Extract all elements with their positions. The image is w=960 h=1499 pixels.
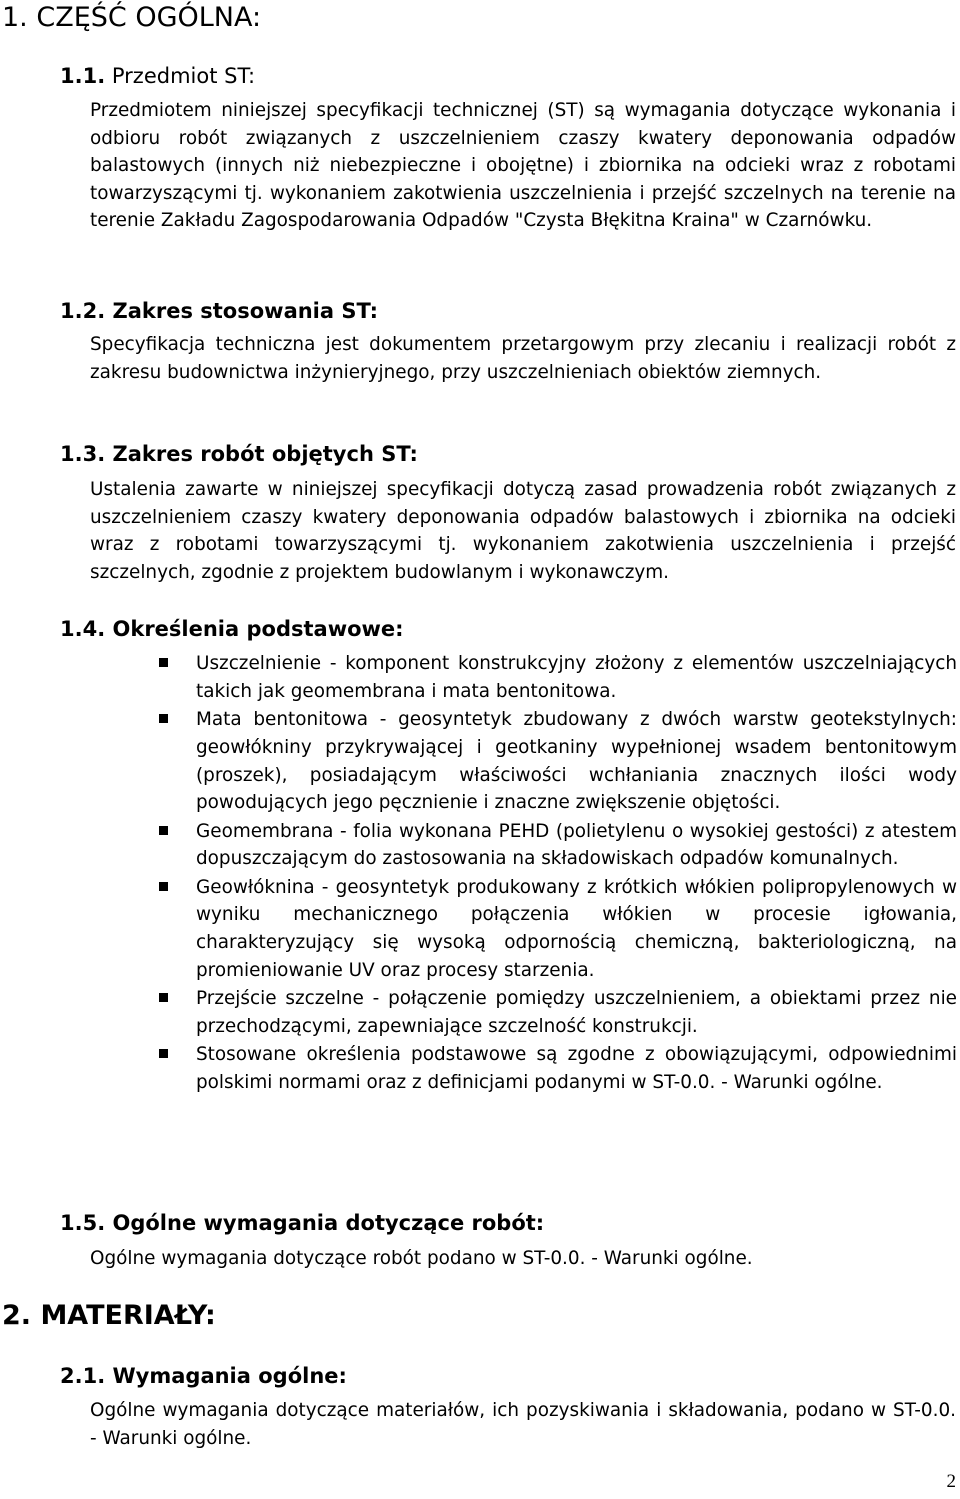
- subsection-heading-ogolne-wymagania: [60, 1209, 544, 1237]
- subsection-heading-wymagania-ogolne: [60, 1362, 347, 1390]
- subsection-heading-okreslenia: [60, 615, 404, 643]
- definition-item: [155, 1041, 957, 1097]
- square-bullet-icon: [159, 993, 168, 1002]
- subsection-number: 1.5.: [60, 1211, 106, 1235]
- page-number: 2: [946, 1471, 956, 1492]
- paragraph-wymagania-ogolne: Ogólne wymagania dotyczące materiałów, ich pozyskiwania i składowania, podano w ST-0.0. - Warunki ogólne.: [90, 1400, 956, 1449]
- section-heading-czesc-ogolna: 1. CZĘŚĆ OGÓLNA:: [2, 2, 262, 33]
- definition-text: Geomembrana - folia wykonana PEHD (polietylenu o wysokiej gestości) z atestem dopuszczającym do zastosowania na składowiskach odpadów komunalnych.: [196, 820, 957, 870]
- definition-text: Stosowane określenia podstawowe są zgodne z obowiązującymi, odpowiednimi polskimi normami oraz z definicjami podanymi w ST-0.0. - Warunki ogólne.: [196, 1044, 957, 1093]
- section-heading-materialy: 2. MATERIAŁY:: [2, 1300, 216, 1331]
- subsection-number: 1.2.: [60, 299, 106, 323]
- square-bullet-icon: [159, 1049, 168, 1058]
- definition-item: [155, 874, 957, 985]
- subsection-title: Ogólne wymagania dotyczące robót:: [112, 1211, 545, 1235]
- definition-text: Geowłóknina - geosyntetyk produkowany z krótkich włókien polipropylenowych w wyniku mechanicznego połączenia włókien w procesie igłowania, charakteryzujący się wysoką odpornością chemiczną, bakteriologiczną, na promieniowanie UV oraz procesy starzenia.: [196, 876, 957, 981]
- square-bullet-icon: [159, 714, 168, 723]
- definition-item: [155, 650, 957, 706]
- subsection-heading-przedmiot: [60, 62, 255, 90]
- definition-item: [155, 706, 957, 817]
- definition-text: Przejście szczelne - połączenie pomiędzy uszczelnieniem, a obiektami przez nie przechodzącymi, zapewniające szczelność konstrukcji.: [196, 988, 957, 1037]
- subsection-heading-zakres-stosowania: [60, 297, 378, 325]
- subsection-title: Przedmiot ST:: [111, 64, 256, 88]
- definition-item: [155, 985, 957, 1041]
- square-bullet-icon: [159, 882, 168, 891]
- paragraph-ogolne-wymagania: Ogólne wymagania dotyczące robót podano w ST-0.0. - Warunki ogólne.: [90, 1248, 753, 1269]
- definition-item: [155, 818, 957, 874]
- paragraph-zakres-robot: Ustalenia zawarte w niniejszej specyfikacji dotyczą zasad prowadzenia robót związanych z uszczelnieniem czaszy kwatery deponowania odpadów balastowych i zbiornika na odcieki wraz z robotami towarzyszącymi tj. wykonaniem zakotwienia uszczelnienia i przejść szczelnych, zgodnie z projektem budowlanym i wykonawczym.: [90, 479, 956, 583]
- paragraph-przedmiot: Przedmiotem niniejszej specyfikacji technicznej (ST) są wymagania dotyczące wykonania i odbioru robót związanych z uszczelnieniem czaszy kwatery deponowania odpadów balastowych (innych niż niebezpieczne i obojętne) i zbiornika na odcieki wraz z robotami towarzyszącymi tj. wykonaniem zakotwienia uszczelnienia i przejść szczelnych na terenie na terenie Zakładu Zagospodarowania Odpadów "Czysta Błękitna Kraina" w Czarnówku.: [90, 100, 956, 231]
- paragraph-zakres-stosowania: Specyfikacja techniczna jest dokumentem przetargowym przy zlecaniu i realizacji robót z zakresu budownictwa inżynieryjnego, przy uszczelnieniach obiektów ziemnych.: [90, 334, 956, 383]
- definitions-list: [155, 650, 957, 1097]
- subsection-title: Zakres robót objętych ST:: [112, 442, 418, 466]
- square-bullet-icon: [159, 658, 168, 667]
- subsection-title: Zakres stosowania ST:: [112, 299, 379, 323]
- definition-text: Uszczelnienie - komponent konstrukcyjny złożony z elementów uszczelniających takich jak geomembrana i mata bentonitowa.: [196, 653, 957, 702]
- subsection-number: 1.3.: [60, 442, 106, 466]
- subsection-title: Określenia podstawowe:: [112, 617, 404, 641]
- square-bullet-icon: [159, 826, 168, 835]
- subsection-title: Wymagania ogólne:: [112, 1364, 347, 1388]
- subsection-number: 1.1.: [60, 64, 106, 88]
- subsection-number: 2.1.: [60, 1364, 106, 1388]
- definition-text: Mata bentonitowa - geosyntetyk zbudowany z dwóch warstw geotekstylnych: geowłókniny przykrywającej i geotkaniny wypełnionej wsadem bentonitowym (proszek), posiadającym właściwości wchłaniania znacznych ilości wody powodujących jego pęcznienie i znaczne zwiększenie objętości.: [196, 708, 957, 814]
- subsection-number: 1.4.: [60, 617, 106, 641]
- subsection-heading-zakres-robot: [60, 440, 418, 468]
